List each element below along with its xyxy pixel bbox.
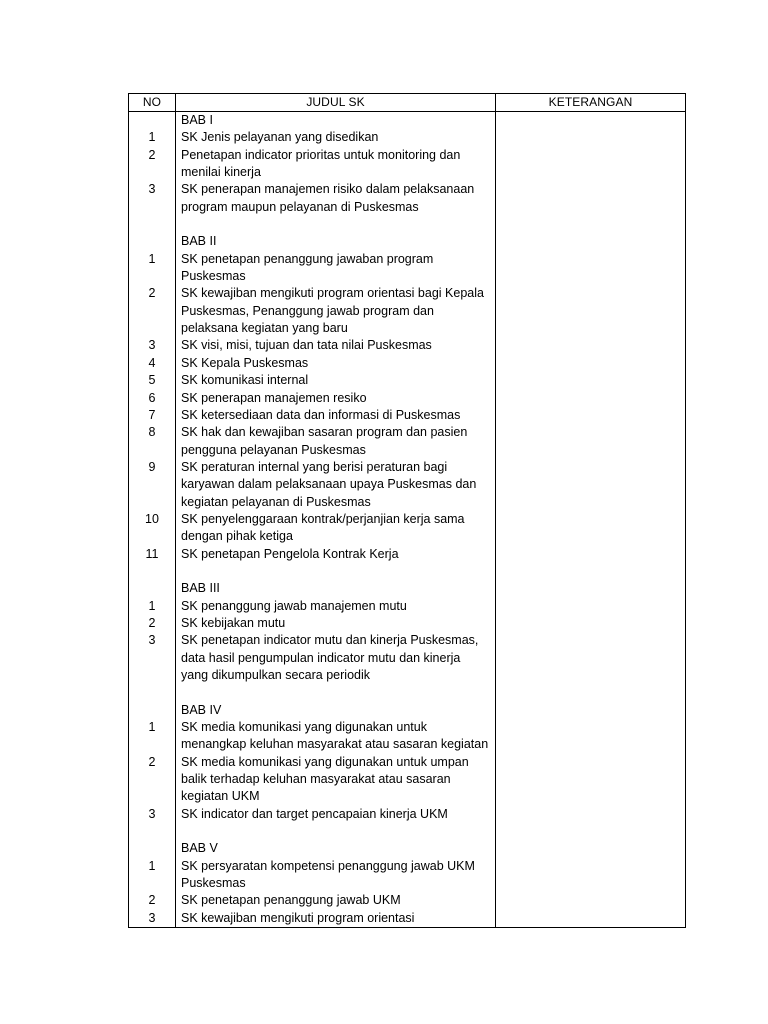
table-row (129, 632, 495, 684)
row-number: 10 (145, 511, 159, 526)
table-row (129, 511, 495, 546)
section-title: BAB I (181, 113, 213, 127)
sk-title: SK Jenis pelayanan yang disedikan (181, 130, 379, 145)
table-row (129, 355, 495, 372)
sk-title: SK media komunikasi yang digunakan untuk umpan balik terhadap keluhan masyarakat atau sasaran kegiatan UKM (181, 754, 469, 804)
sk-title: SK kewajiban mengikuti program orientasi (181, 910, 415, 925)
section-title: BAB V (181, 841, 218, 856)
table-row (129, 285, 495, 337)
table-row (129, 892, 495, 909)
row-number: 1 (148, 720, 156, 735)
sk-title: SK penerapan manajemen risiko dalam pelaksanaan program maupun pelayanan di Puskesmas (181, 182, 475, 214)
row-number: 7 (148, 407, 156, 422)
section-gap (129, 563, 495, 580)
table-row (129, 719, 495, 754)
row-number: 3 (148, 633, 156, 648)
section-title-row (129, 702, 495, 719)
table-row (129, 424, 495, 459)
table-row (129, 407, 495, 424)
row-number: 11 (145, 546, 159, 561)
sk-title: SK penetapan penanggung jawaban program Puskesmas (181, 251, 434, 284)
sk-table (128, 93, 686, 928)
table-row (129, 858, 495, 893)
section-title: BAB III (181, 581, 220, 596)
section-title: BAB II (181, 234, 217, 249)
column-divider (495, 94, 496, 927)
header-keterangan: KETERANGAN (548, 95, 633, 109)
section-title-row (129, 233, 495, 250)
row-number: 8 (148, 425, 156, 440)
row-number: 2 (148, 147, 156, 162)
section-title-row (129, 840, 495, 857)
sk-title: SK komunikasi internal (181, 373, 309, 388)
table-row (129, 147, 495, 182)
sk-title: SK persyaratan kompetensi penanggung jawab UKM Puskesmas (181, 858, 475, 891)
row-number: 1 (148, 598, 156, 613)
sk-title: SK kebijakan mutu (181, 615, 286, 630)
row-number (129, 580, 175, 597)
table-row (129, 129, 495, 146)
sk-title: SK indicator dan target pencapaian kinerja UKM (181, 806, 448, 821)
row-number: 3 (148, 806, 156, 821)
sk-title: SK penetapan Pengelola Kontrak Kerja (181, 546, 399, 561)
section-title-row (129, 580, 495, 597)
header-judul-sk: JUDUL SK (306, 95, 365, 109)
row-number (129, 112, 175, 129)
sk-title: SK Kepala Puskesmas (181, 355, 309, 370)
sk-title: SK media komunikasi yang digunakan untuk menangkap keluhan masyarakat atau sasaran kegiatan (181, 720, 489, 752)
sk-title: SK penanggung jawab manajemen mutu (181, 598, 407, 613)
table-row (129, 459, 495, 511)
table-row (129, 181, 495, 216)
table-row (129, 598, 495, 615)
sk-title: SK peraturan internal yang berisi peraturan bagi karyawan dalam pelaksanaan upaya Puskesmas dan kegiatan pelayanan di Puskesmas (181, 459, 477, 509)
row-number: 1 (148, 130, 156, 145)
table-row (129, 372, 495, 389)
sk-title: SK penyelenggaraan kontrak/perjanjian kerja sama dengan pihak ketiga (181, 511, 465, 544)
row-number: 5 (148, 373, 156, 388)
table-row (129, 251, 495, 286)
row-number: 4 (148, 355, 156, 370)
row-number: 6 (148, 390, 156, 405)
section-gap (129, 823, 495, 840)
row-number: 1 (148, 858, 156, 873)
row-number (129, 840, 175, 857)
row-number: 3 (148, 338, 156, 353)
table-row (129, 337, 495, 354)
table-row (129, 390, 495, 407)
row-number: 1 (148, 251, 156, 266)
row-number (129, 702, 175, 719)
row-number: 3 (148, 182, 156, 197)
table-row (129, 615, 495, 632)
sk-title: SK ketersediaan data dan informasi di Puskesmas (181, 407, 461, 422)
sk-title: SK penetapan indicator mutu dan kinerja Puskesmas, data hasil pengumpulan indicator mutu dan kinerja yang dikumpulkan secara periodik (181, 633, 479, 682)
row-number: 2 (148, 754, 156, 769)
sk-title: SK penetapan penanggung jawab UKM (181, 893, 401, 908)
section-gap (129, 684, 495, 701)
table-row (129, 546, 495, 563)
table-row (129, 806, 495, 823)
section-title-row (129, 112, 495, 129)
sk-title: SK hak dan kewajiban sasaran program dan pasien pengguna pelayanan Puskesmas (181, 425, 468, 457)
row-number: 9 (148, 459, 156, 474)
section-gap (129, 216, 495, 233)
sk-title: Penetapan indicator prioritas untuk monitoring dan menilai kinerja (181, 147, 461, 180)
row-number: 2 (148, 615, 156, 630)
row-number (129, 233, 175, 250)
header-no: NO (142, 95, 162, 109)
sk-title: SK penerapan manajemen resiko (181, 390, 367, 405)
row-number: 2 (148, 286, 156, 301)
sk-title: SK visi, misi, tujuan dan tata nilai Puskesmas (181, 338, 432, 353)
section-title: BAB IV (181, 702, 222, 717)
sk-title: SK kewajiban mengikuti program orientasi bagi Kepala Puskesmas, Penanggung jawab program dan pelaksana kegiatan yang baru (181, 286, 484, 336)
table-row (129, 754, 495, 806)
table-row (129, 910, 495, 927)
row-number: 2 (148, 893, 156, 908)
row-number: 3 (148, 910, 156, 925)
table-body (129, 112, 495, 927)
